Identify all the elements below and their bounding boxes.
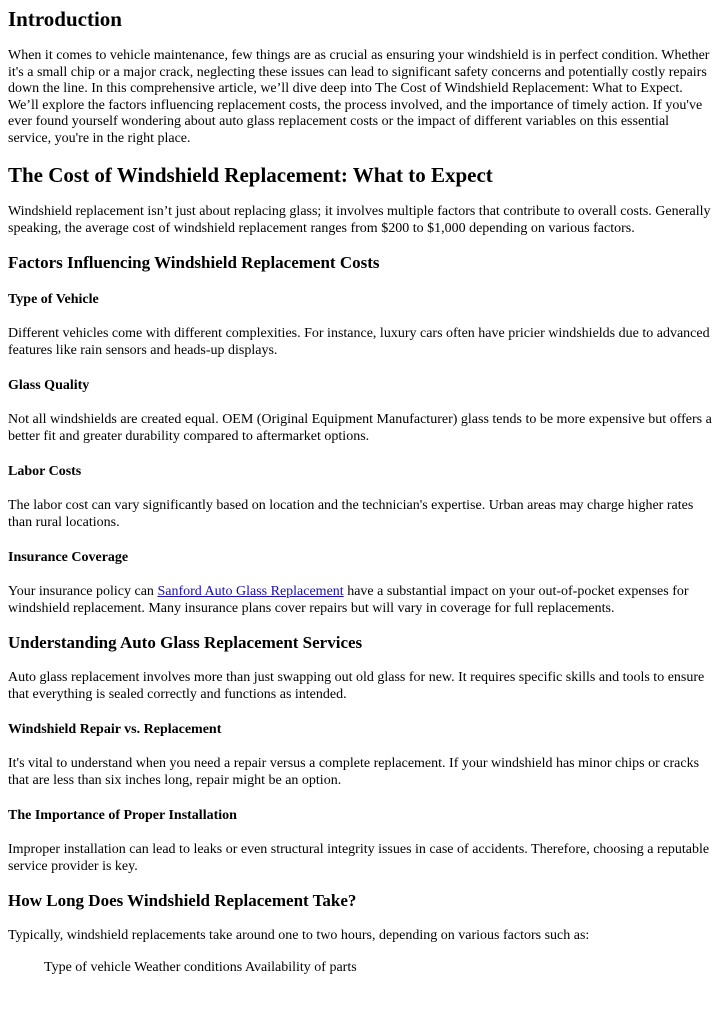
cost-heading: The Cost of Windshield Replacement: What to Expect [8,163,493,187]
services-heading: Understanding Auto Glass Replacement Services [8,633,363,652]
labor-heading: Labor Costs [8,464,82,479]
insurance-text-before: Your insurance policy can [8,584,158,599]
glass-paragraph: Not all windshields are created equal. OEM (Original Equipment Manufacturer) glass tends to be more expensive but offers a better fit and greater durability compared to aftermarket options. [8,412,712,444]
labor-paragraph: The labor cost can vary significantly based on location and the technician's expertise. Urban areas may charge higher rates than rural locations. [8,498,694,530]
repair-paragraph: It's vital to understand when you need a repair versus a complete replacement. If your windshield has minor chips or cracks that are less than six inches long, repair might be an option. [8,756,700,788]
repair-heading: Windshield Repair vs. Replacement [8,722,222,737]
factors-heading: Factors Influencing Windshield Replacement Costs [8,253,380,272]
intro-heading: Introduction [8,7,122,31]
vehicle-heading: Type of Vehicle [8,292,99,307]
installation-heading: The Importance of Proper Installation [8,808,237,823]
insurance-heading: Insurance Coverage [8,550,129,565]
cost-paragraph: Windshield replacement isn’t just about replacing glass; it involves multiple factors that contribute to overall costs. Generally speaking, the average cost of windshield replacement ranges from $200 to $1,000 depending on various factors. [8,204,711,236]
duration-paragraph: Typically, windshield replacements take around one to two hours, depending on various factors such as: [8,928,590,943]
installation-paragraph: Improper installation can lead to leaks or even structural integrity issues in case of accidents. Therefore, choosing a reputable service provider is key. [8,842,710,874]
insurance-paragraph [8,584,714,617]
intro-paragraph: When it comes to vehicle maintenance, few things are as crucial as ensuring your windshield is in perfect condition. Whether it's a small chip or a major crack, neglecting these issues can lead to significant safety concerns and potentially costly repairs down the line. In this comprehensive article, we’ll dive deep into The Cost of Windshield Replacement: What to Expect. We’ll explore the factors influencing replacement costs, the process involved, and the importance of timely action. If you've ever found yourself wondering about auto glass replacement costs or the impact of different variables on this essential service, you're in the right place. [8,48,710,146]
sanford-auto-glass-link[interactable]: Sanford Auto Glass Replacement [157,584,344,599]
insurance-text-after: have a substantial impact on your out-of-pocket expenses for windshield replacement. Many insurance plans cover repairs but will vary in coverage for full replacements. [8,584,689,616]
duration-heading: How Long Does Windshield Replacement Take? [8,891,357,910]
article [0,7,720,976]
duration-factors-list: Type of vehicle Weather conditions Availability of parts [44,959,357,975]
vehicle-paragraph: Different vehicles come with different complexities. For instance, luxury cars often have pricier windshields due to advanced features like rain sensors and heads-up displays. [8,326,710,358]
glass-heading: Glass Quality [8,378,90,393]
services-paragraph: Auto glass replacement involves more than just swapping out old glass for new. It requires specific skills and tools to ensure that everything is sealed correctly and functions as intended. [8,670,705,702]
